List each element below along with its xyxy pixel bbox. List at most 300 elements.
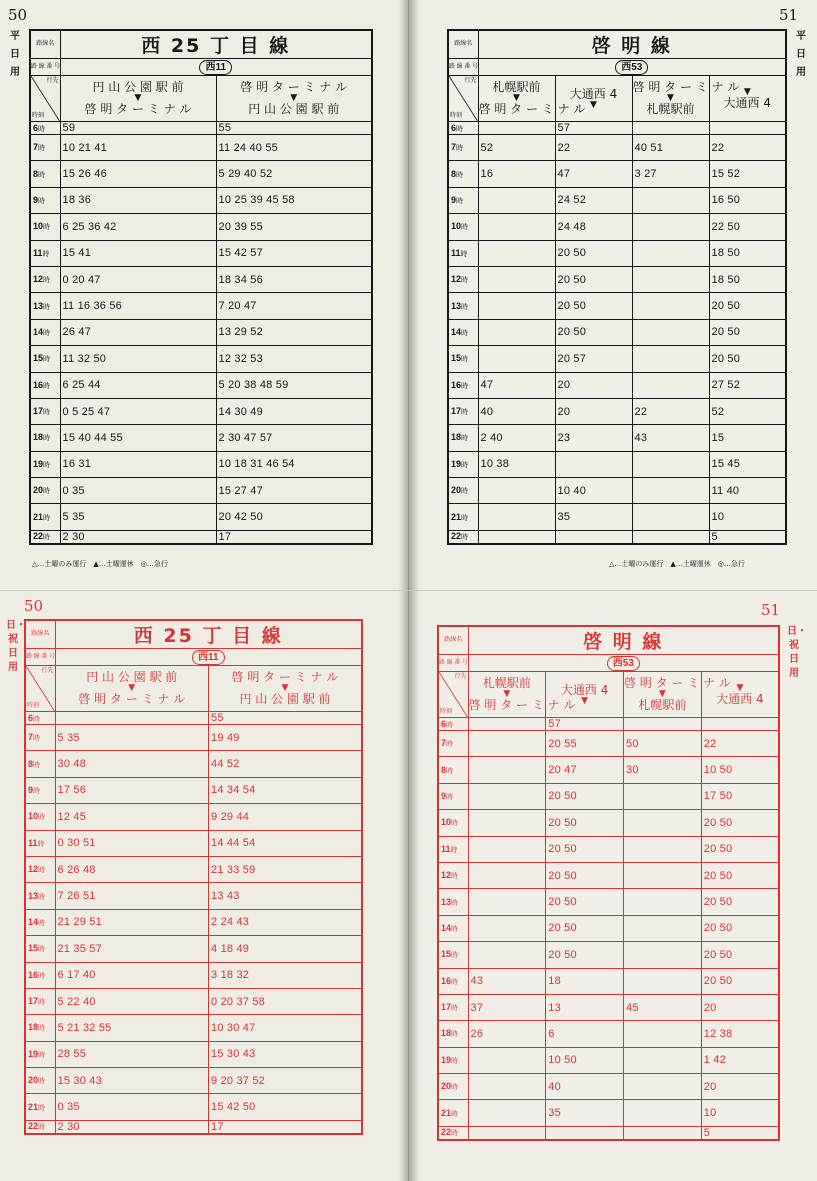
side-label-holiday: 日・祝日用: [787, 626, 807, 679]
hour-suffix: 時: [38, 999, 46, 1007]
hour-number: 22: [28, 1121, 39, 1132]
hour-number: 14: [451, 326, 462, 337]
hour-number: 22: [441, 1127, 452, 1138]
departure-minutes: 0 5 25 47: [60, 398, 216, 424]
hour-cell: [25, 725, 55, 751]
hour-number: 7: [441, 738, 447, 749]
departure-minutes: [632, 319, 709, 345]
destination-from: 札幌駅前: [482, 676, 531, 690]
hour-cell: [448, 451, 478, 477]
departure-minutes: 43: [632, 425, 709, 451]
departure-minutes: 20: [555, 398, 632, 424]
hour-suffix: 時: [451, 1057, 459, 1065]
destination-to: 円 山 公 園 駅 前: [239, 692, 331, 706]
hour-suffix: 時: [451, 899, 459, 907]
departure-minutes: [468, 915, 546, 941]
destination-from: 啓 明 タ ー ミ ナ ル: [632, 80, 740, 94]
hour-row: [25, 804, 362, 830]
departure-minutes: 10 50: [546, 1047, 624, 1073]
hour-cell: [25, 1068, 55, 1094]
hour-row: [448, 346, 786, 372]
departure-minutes: 20 50: [701, 889, 779, 915]
hour-row: [30, 240, 372, 266]
hour-cell: [25, 1094, 55, 1120]
hour-suffix: 時: [33, 715, 41, 723]
dest-time-corner: [30, 76, 60, 122]
departure-minutes: [468, 783, 546, 809]
hour-suffix: 時: [42, 250, 50, 258]
hour-cell: [30, 478, 60, 504]
hour-row: [30, 504, 372, 530]
destination-from: 啓 明 タ ー ミ ナ ル: [231, 670, 339, 684]
hour-suffix: 時: [461, 356, 469, 364]
destination-header: [216, 76, 372, 122]
hour-suffix: 時: [450, 846, 458, 854]
hour-row: [25, 1068, 362, 1094]
hour-row: [448, 187, 786, 213]
hour-suffix: 時: [461, 435, 469, 443]
hour-cell: [30, 398, 60, 424]
hour-row: [448, 530, 786, 544]
page-number: 50: [8, 6, 28, 24]
hour-row: [25, 1041, 362, 1067]
departure-minutes: [555, 451, 632, 477]
hour-cell: [25, 804, 55, 830]
departure-minutes: 15 42 50: [209, 1094, 363, 1120]
hour-row: [25, 856, 362, 882]
hour-suffix: 時: [33, 787, 41, 795]
departure-minutes: 6 25 44: [60, 372, 216, 398]
hour-number: 10: [451, 221, 462, 232]
legend: △…土曜のみ運行 ▲…土曜運休 ◎…急行: [32, 560, 168, 568]
departure-minutes: 3 18 32: [209, 962, 363, 988]
departure-minutes: 11 16 36 56: [60, 293, 216, 319]
departure-minutes: [624, 1074, 702, 1100]
departure-minutes: 27 52: [709, 372, 786, 398]
hour-suffix: 時: [451, 925, 459, 933]
departure-minutes: [632, 266, 709, 292]
departure-minutes: [624, 915, 702, 941]
hour-row: [448, 161, 786, 187]
departure-minutes: [624, 836, 702, 862]
hour-row: [438, 889, 779, 915]
hour-row: [25, 725, 362, 751]
hour-cell: [448, 425, 478, 451]
hour-cell: [25, 856, 55, 882]
departure-minutes: 26: [468, 1021, 546, 1047]
departure-minutes: 5: [701, 1126, 779, 1140]
hour-row: [438, 783, 779, 809]
hour-number: 20: [28, 1075, 39, 1086]
hour-row: [438, 968, 779, 994]
route-number-cell: [478, 59, 786, 76]
departure-minutes: 20: [701, 994, 779, 1020]
hour-row: [30, 478, 372, 504]
departure-minutes: 15 52: [709, 161, 786, 187]
hour-number: 18: [33, 432, 44, 443]
departure-minutes: 15 41: [60, 240, 216, 266]
hour-number: 6: [451, 122, 457, 133]
hour-cell: [438, 783, 468, 809]
departure-minutes: 30: [624, 757, 702, 783]
hour-cell: [448, 346, 478, 372]
destination-from: 啓 明 タ ー ミ ナ ル: [240, 80, 348, 94]
departure-minutes: 10 40: [555, 478, 632, 504]
hour-suffix: 時: [451, 873, 459, 881]
hour-cell: [438, 1126, 468, 1140]
departure-minutes: [478, 478, 555, 504]
destination-label: 行先: [41, 668, 54, 674]
hour-row: [25, 751, 362, 777]
hour-number: 13: [33, 300, 44, 311]
departure-minutes: 52: [709, 398, 786, 424]
departure-minutes: 43: [468, 968, 546, 994]
departure-minutes: 2 24 43: [209, 909, 363, 935]
hour-row: [30, 161, 372, 187]
hour-row: [438, 1100, 779, 1126]
destination-to: 大通西 4: [716, 691, 764, 706]
hour-number: 6: [33, 122, 39, 133]
departure-minutes: [632, 293, 709, 319]
departure-minutes: 3 27: [632, 161, 709, 187]
hour-number: 12: [451, 274, 462, 285]
destination-to: 円 山 公 園 駅 前: [248, 102, 340, 116]
side-label-weekday: 平日用: [796, 31, 806, 78]
down-arrow-icon: ▼: [590, 99, 597, 110]
destination-to: 啓 明 タ ー ミ ナ ル: [84, 102, 192, 116]
hour-cell: [25, 830, 55, 856]
departure-minutes: 20 55: [546, 731, 624, 757]
departure-minutes: 20 50: [555, 240, 632, 266]
departure-minutes: 13 29 52: [216, 319, 372, 345]
departure-minutes: 5 35: [60, 504, 216, 530]
hour-row: [30, 214, 372, 240]
hour-cell: [25, 883, 55, 909]
departure-minutes: 20 50: [546, 836, 624, 862]
hour-suffix: 時: [451, 1031, 459, 1039]
hour-number: 20: [33, 485, 44, 496]
destination-to: 札幌駅前: [638, 698, 687, 712]
departure-minutes: 20 50: [555, 293, 632, 319]
hour-number: 13: [451, 300, 462, 311]
hour-number: 15: [28, 943, 39, 954]
down-arrow-icon: ▼: [736, 682, 744, 693]
side-label-weekday: 平日用: [10, 31, 20, 78]
hour-row: [30, 293, 372, 319]
departure-minutes: 10 50: [701, 757, 779, 783]
departure-minutes: 14 30 49: [216, 398, 372, 424]
departure-minutes: 20 39 55: [216, 214, 372, 240]
departure-minutes: 10 30 47: [209, 1015, 363, 1041]
hour-cell: [30, 266, 60, 292]
hour-row: [438, 718, 779, 731]
hour-cell: [25, 712, 55, 725]
hour-number: 8: [441, 764, 447, 775]
hour-number: 10: [441, 817, 452, 828]
departure-minutes: [624, 942, 702, 968]
departure-minutes: 20 50: [546, 915, 624, 941]
hour-cell: [25, 1041, 55, 1067]
hour-row: [25, 830, 362, 856]
departure-minutes: [624, 862, 702, 888]
hour-number: 21: [33, 511, 44, 522]
hour-cell: [30, 214, 60, 240]
departure-minutes: 52: [478, 135, 555, 161]
hour-row: [438, 1047, 779, 1073]
departure-minutes: 11 32 50: [60, 346, 216, 372]
departure-minutes: [624, 1100, 702, 1126]
departure-minutes: 50: [624, 731, 702, 757]
hour-number: 17: [28, 996, 39, 1007]
hour-number: 7: [451, 142, 457, 153]
route-title: 西 25 丁 目 線: [55, 620, 362, 649]
departure-minutes: 14 34 54: [209, 777, 363, 803]
departure-minutes: 57: [546, 718, 624, 731]
departure-minutes: [624, 783, 702, 809]
destination-header: [478, 76, 586, 122]
hour-number: 6: [28, 712, 34, 723]
departure-minutes: 20 50: [546, 783, 624, 809]
departure-minutes: 20: [555, 372, 632, 398]
departure-minutes: 19 49: [209, 725, 363, 751]
page-50-weekday: [0, 0, 408, 590]
hour-number: 15: [33, 353, 44, 364]
hour-row: [448, 451, 786, 477]
departure-minutes: 6 26 48: [55, 856, 209, 882]
hour-number: 20: [451, 485, 462, 496]
departure-minutes: [624, 1047, 702, 1073]
hour-row: [30, 187, 372, 213]
departure-minutes: 10: [709, 504, 786, 530]
departure-minutes: 15: [709, 425, 786, 451]
hour-row: [25, 777, 362, 803]
side-label-holiday: 日・祝日用: [6, 620, 26, 673]
hour-cell: [448, 187, 478, 213]
departure-minutes: [632, 478, 709, 504]
departure-minutes: 30 48: [55, 751, 209, 777]
departure-minutes: 20 50: [701, 862, 779, 888]
hour-row: [448, 398, 786, 424]
departure-minutes: 15 30 43: [55, 1068, 209, 1094]
holiday-spread: [0, 591, 817, 1181]
down-arrow-icon: ▼: [290, 93, 298, 103]
hour-number: 22: [451, 531, 462, 542]
hour-number: 9: [441, 790, 447, 801]
departure-minutes: 11 24 40 55: [216, 135, 372, 161]
hour-cell: [448, 266, 478, 292]
departure-minutes: [632, 451, 709, 477]
down-arrow-icon: ▼: [743, 86, 751, 97]
departure-minutes: 12 32 53: [216, 346, 372, 372]
route-number-label: 路 線 番 号: [30, 59, 60, 76]
hour-number: 9: [33, 194, 39, 205]
hour-row: [438, 942, 779, 968]
hour-cell: [30, 122, 60, 135]
hour-cell: [448, 240, 478, 266]
departure-minutes: 20 50: [701, 810, 779, 836]
hour-number: 9: [28, 784, 34, 795]
departure-minutes: [468, 889, 546, 915]
departure-minutes: 2 30: [60, 530, 216, 544]
departure-minutes: 47: [478, 372, 555, 398]
hour-cell: [438, 994, 468, 1020]
hour-row: [438, 1074, 779, 1100]
hour-row: [448, 504, 786, 530]
hour-row: [448, 478, 786, 504]
departure-minutes: 5: [709, 530, 786, 544]
hour-number: 19: [451, 458, 462, 469]
destination-label: 行先: [454, 674, 467, 680]
hour-cell: [438, 810, 468, 836]
down-arrow-icon: ▼: [667, 93, 674, 103]
hour-cell: [448, 214, 478, 240]
departure-minutes: 5 20 38 48 59: [216, 372, 372, 398]
hour-row: [438, 731, 779, 757]
hour-suffix: 時: [451, 952, 459, 960]
departure-minutes: [478, 240, 555, 266]
departure-minutes: 10: [701, 1100, 779, 1126]
departure-minutes: [632, 530, 709, 544]
hour-suffix: 時: [451, 1130, 459, 1138]
hour-cell: [30, 293, 60, 319]
hour-number: 21: [451, 511, 462, 522]
hour-row: [25, 1120, 362, 1134]
hour-row: [438, 1126, 779, 1140]
departure-minutes: 17 50: [701, 783, 779, 809]
timetable-keimei: [447, 29, 787, 545]
departure-minutes: 18 36: [60, 187, 216, 213]
hour-cell: [30, 451, 60, 477]
hour-suffix: 時: [451, 820, 459, 828]
departure-minutes: 40 51: [632, 135, 709, 161]
departure-minutes: 55: [216, 122, 372, 135]
departure-minutes: 20 50: [701, 968, 779, 994]
time-label: 時刻: [440, 709, 453, 715]
hour-cell: [438, 915, 468, 941]
route-number-label: 路 線 番 号: [25, 649, 55, 666]
departure-minutes: 59: [60, 122, 216, 135]
departure-minutes: 6 25 36 42: [60, 214, 216, 240]
departure-minutes: 28 55: [55, 1041, 209, 1067]
hour-number: 13: [441, 896, 452, 907]
departure-minutes: [478, 346, 555, 372]
hour-row: [448, 135, 786, 161]
time-label: 時刻: [32, 113, 45, 119]
hour-number: 14: [28, 916, 39, 927]
hour-number: 20: [441, 1081, 452, 1092]
hour-suffix: 時: [460, 250, 468, 258]
departure-minutes: [468, 942, 546, 968]
departure-minutes: 0 20 47: [60, 266, 216, 292]
hour-row: [448, 425, 786, 451]
hour-cell: [438, 862, 468, 888]
destination-to: 啓 明 タ ー ミ ナ ル: [468, 698, 576, 712]
hour-number: 7: [28, 732, 34, 743]
route-name-label: 路線名: [30, 30, 60, 59]
departure-minutes: 22: [555, 135, 632, 161]
hour-number: 18: [451, 432, 462, 443]
hour-row: [30, 372, 372, 398]
page-51-holiday: [409, 591, 817, 1181]
hour-row: [448, 214, 786, 240]
hour-row: [25, 988, 362, 1014]
departure-minutes: 5 35: [55, 725, 209, 751]
departure-minutes: 20 50: [709, 319, 786, 345]
hour-suffix: 時: [38, 197, 46, 205]
departure-minutes: 0 35: [55, 1094, 209, 1120]
hour-row: [438, 810, 779, 836]
hour-suffix: 時: [456, 125, 464, 133]
route-number-label: 路 線 番 号: [448, 59, 478, 76]
hour-suffix: 時: [38, 919, 46, 927]
hour-row: [448, 293, 786, 319]
hour-cell: [25, 1120, 55, 1134]
hour-cell: [30, 187, 60, 213]
hour-number: 17: [33, 406, 44, 417]
destination-header: [468, 672, 576, 718]
hour-row: [25, 1094, 362, 1120]
hour-row: [438, 862, 779, 888]
hour-cell: [25, 936, 55, 962]
departure-minutes: 21 35 57: [55, 936, 209, 962]
hour-cell: [448, 293, 478, 319]
hour-row: [30, 319, 372, 345]
hour-row: [448, 266, 786, 292]
hour-suffix: 時: [38, 125, 46, 133]
hour-suffix: 時: [456, 171, 464, 179]
down-arrow-icon: ▼: [134, 93, 142, 103]
destination-header: [632, 76, 740, 122]
departure-minutes: [468, 1100, 546, 1126]
route-name-label: 路線名: [448, 30, 478, 59]
hour-cell: [448, 319, 478, 345]
departure-minutes: 20 47: [546, 757, 624, 783]
destination-to: 札幌駅前: [646, 102, 695, 116]
hour-suffix: 時: [38, 1025, 46, 1033]
hour-suffix: 時: [456, 197, 464, 205]
departure-minutes: 20 50: [555, 319, 632, 345]
hour-number: 19: [28, 1048, 39, 1059]
departure-minutes: 15 30 43: [209, 1041, 363, 1067]
hour-number: 10: [28, 811, 39, 822]
hour-cell: [438, 1021, 468, 1047]
hour-row: [438, 994, 779, 1020]
destination-from: 啓 明 タ ー ミ ナ ル: [624, 676, 731, 690]
departure-minutes: 7 20 47: [216, 293, 372, 319]
hour-number: 11: [441, 843, 451, 854]
hour-row: [438, 836, 779, 862]
hour-row: [448, 372, 786, 398]
hour-row: [30, 266, 372, 292]
hour-number: 15: [451, 353, 462, 364]
route-number-label: 路 線 番 号: [438, 655, 468, 672]
hour-row: [30, 398, 372, 424]
hour-suffix: 時: [451, 1110, 459, 1118]
hour-row: [30, 135, 372, 161]
hour-suffix: 時: [38, 171, 46, 179]
dest-time-corner: [448, 76, 478, 122]
departure-minutes: 20 50: [555, 266, 632, 292]
hour-suffix: 時: [461, 329, 469, 337]
hour-suffix: 時: [43, 534, 51, 542]
hour-cell: [30, 135, 60, 161]
departure-minutes: 44 52: [209, 751, 363, 777]
departure-minutes: [709, 122, 786, 135]
hour-cell: [438, 836, 468, 862]
hour-row: [25, 1015, 362, 1041]
departure-minutes: 18: [546, 968, 624, 994]
destination-to: 大通西 4: [723, 95, 771, 110]
